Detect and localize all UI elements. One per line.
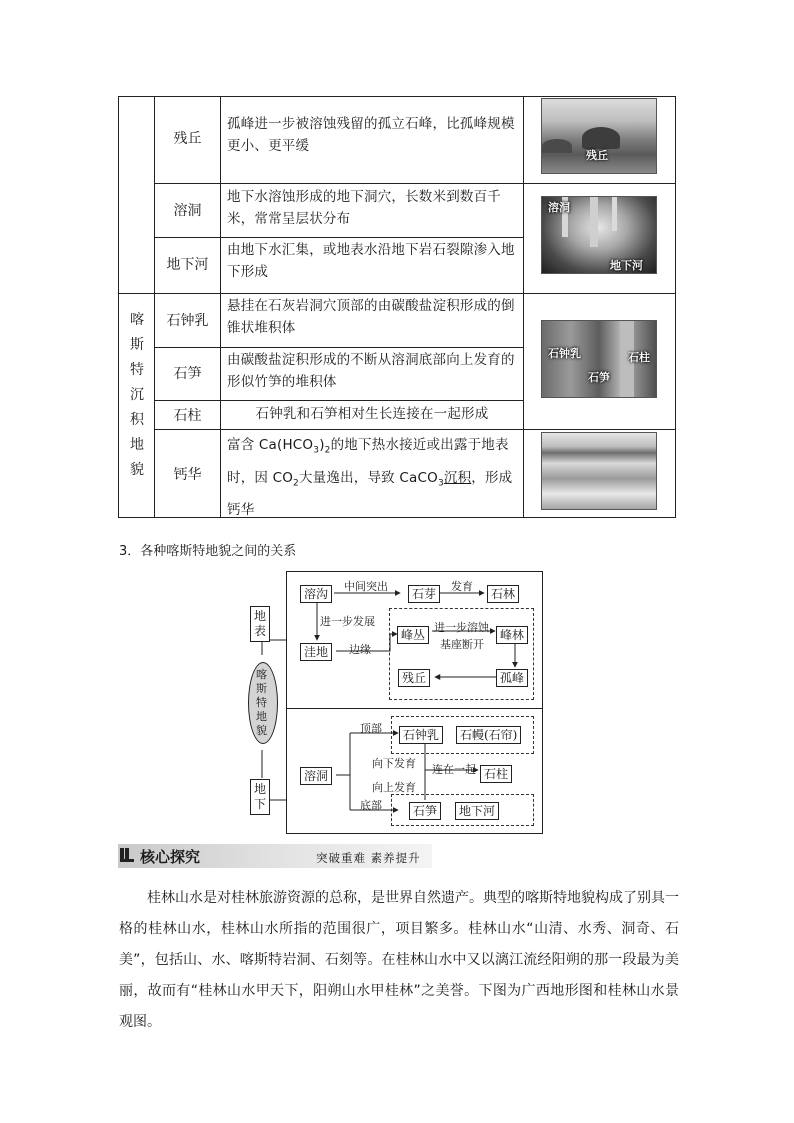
term-canqiu: 残丘 bbox=[173, 131, 202, 147]
desc-rongdong: 地下水溶蚀形成的地下洞穴，长数米到数百千米，常常呈层状分布 bbox=[227, 189, 501, 227]
term-rongdong: 溶洞 bbox=[173, 203, 202, 219]
box-shisun: 石笋 bbox=[409, 802, 441, 820]
photo-label-rongdong: 溶洞 bbox=[548, 201, 570, 214]
label-jinyiburongshi: 进一步溶蚀 bbox=[434, 621, 489, 634]
box-surface: 地表 bbox=[250, 606, 270, 642]
photo-label-shizhongru: 石钟乳 bbox=[548, 347, 581, 360]
desc-gaihua: 富含 $Ca(HCO_3)_2$的地下热水接近或出露于地表时，因 $CO_2$大量逸出，导致 CaCO$_3$沉积，形成钙华 bbox=[227, 437, 513, 519]
box-fengcong: 峰丛 bbox=[397, 626, 429, 644]
label-lianzaiyiqi: 连在一起 bbox=[432, 763, 476, 776]
core-paragraph: 桂林山水是对桂林旅游资源的总称，是世界自然遗产。典型的喀斯特地貌构成了别具一格的桂林山水，桂林山水所指的范围很广，项目繁多。桂林山水“山清、水秀、洞奇、石美”，包括山、水、喀斯特岩洞、石刻等。在桂林山水中又以漓江流经阳朔的那一段最为美丽，故而有“桂林山水甲天下，阳朔山水甲桂林”之美誉。下图为广西地形图和桂林山水景观图。 bbox=[119, 890, 679, 1030]
banner-icon bbox=[120, 848, 134, 862]
desc-shisun: 由碳酸盐淀积形成的不断从溶洞底部向上发育的形似竹笋的堆积体 bbox=[227, 352, 515, 390]
photo-canqiu bbox=[541, 98, 657, 174]
desc-canqiu: 孤峰进一步被溶蚀残留的孤立石峰，比孤峰规模更小、更平缓 bbox=[227, 116, 515, 154]
box-gufeng: 孤峰 bbox=[496, 669, 528, 687]
term-shizhongru: 石钟乳 bbox=[166, 313, 209, 329]
box-canqiu: 残丘 bbox=[398, 669, 430, 687]
label-zhongjian: 中间突出 bbox=[344, 580, 388, 593]
label-xiangxia: 向下发育 bbox=[372, 757, 416, 770]
box-wadi: 洼地 bbox=[300, 643, 332, 661]
box-shizhongru: 石钟乳 bbox=[399, 726, 443, 744]
term-shisun: 石笋 bbox=[173, 366, 202, 382]
box-shiya: 石芽 bbox=[408, 585, 440, 603]
label-dibu: 底部 bbox=[360, 799, 382, 812]
box-rongdong: 溶洞 bbox=[300, 767, 332, 785]
photo-gaihua bbox=[541, 432, 657, 510]
box-shilin: 石林 bbox=[487, 585, 519, 603]
photo-label-canqiu: 残丘 bbox=[586, 149, 608, 162]
box-shizhu: 石柱 bbox=[480, 765, 512, 783]
term-shizhu: 石柱 bbox=[173, 408, 202, 424]
box-underground: 地下 bbox=[250, 779, 270, 815]
label-jizuoduankai: 基座断开 bbox=[440, 638, 484, 651]
core-subtitle: 突破重难 素养提升 bbox=[316, 851, 421, 865]
photo-label-dixiahe: 地下河 bbox=[610, 259, 643, 272]
core-title: 核心探究 bbox=[140, 848, 201, 866]
center-label: 喀斯特地貌 bbox=[256, 668, 267, 737]
label-bianyuan: 边缘 bbox=[349, 643, 371, 656]
term-dixiahe: 地下河 bbox=[166, 257, 209, 273]
group-label-karst-deposition: 喀 斯 特 沉 积 地 貌 bbox=[130, 312, 144, 478]
photo-label-shisun: 石笋 bbox=[588, 371, 610, 384]
desc-shizhu: 石钟乳和石笋相对生长连接在一起形成 bbox=[255, 406, 489, 422]
term-gaihua: 钙华 bbox=[173, 467, 202, 483]
photo-label-shizhu: 石柱 bbox=[628, 351, 650, 364]
box-shiman: 石幔(石帘) bbox=[456, 726, 521, 744]
label-xiangshang: 向上发育 bbox=[372, 781, 416, 794]
box-dixiahe: 地下河 bbox=[455, 802, 499, 820]
label-jinyibufazhan: 进一步发展 bbox=[320, 615, 375, 628]
box-fenglin: 峰林 bbox=[496, 626, 528, 644]
photo-shizhongru bbox=[541, 320, 657, 398]
label-dingbu: 顶部 bbox=[360, 722, 382, 735]
desc-shizhongru: 悬挂在石灰岩洞穴顶部的由碳酸盐淀积形成的倒锥状堆积体 bbox=[227, 298, 515, 336]
label-fayu: 发育 bbox=[451, 580, 473, 593]
desc-dixiahe: 由地下水汇集，或地表水沿地下岩石裂隙渗入地下形成 bbox=[227, 242, 515, 280]
photo-rongdong bbox=[541, 196, 657, 274]
box-rongou: 溶沟 bbox=[300, 585, 332, 603]
section-title-relations: 3．各种喀斯特地貌之间的关系 bbox=[119, 544, 297, 559]
